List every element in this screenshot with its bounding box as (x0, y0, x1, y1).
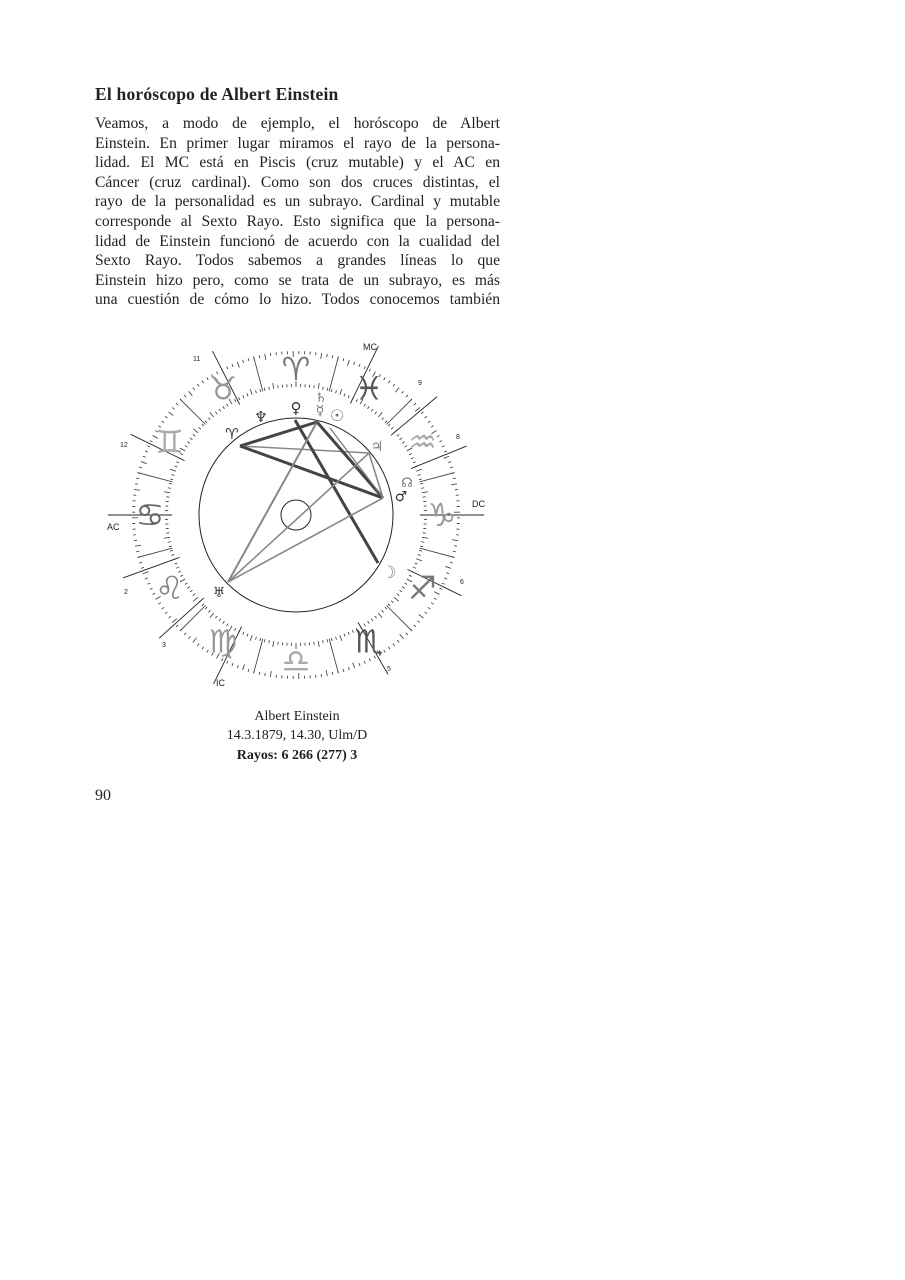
degree-tick (205, 607, 207, 609)
degree-tick (208, 610, 210, 612)
degree-tick (147, 583, 150, 584)
degree-tick (421, 412, 423, 414)
degree-tick (264, 388, 265, 391)
degree-tick (187, 587, 189, 589)
paragraph-line: rayo de la personalidad es un subrayo. Cardinal y mutable (95, 193, 500, 211)
degree-tick (331, 389, 332, 392)
degree-tick (270, 671, 271, 677)
house-8-label: 8 (456, 434, 460, 441)
degree-tick (331, 638, 332, 641)
degree-tick (422, 492, 428, 493)
degree-tick (348, 395, 349, 398)
degree-tick (248, 669, 249, 672)
degree-tick (391, 601, 393, 603)
degree-tick (385, 421, 387, 423)
degree-tick (188, 637, 190, 639)
degree-tick (164, 492, 170, 493)
degree-tick (184, 633, 186, 635)
mc-label: MC (363, 342, 377, 352)
degree-tick (419, 550, 422, 551)
page-number: 90 (95, 787, 111, 804)
zodiac-sign-glyph: ♈ (281, 350, 311, 388)
degree-tick (375, 616, 377, 618)
degree-tick (139, 562, 142, 563)
sign-divider (138, 548, 173, 557)
house-5-label: 5 (387, 666, 391, 673)
paragraph-line: lidad. El MC está en Piscis (cruz mutable) y el AC en (95, 154, 500, 172)
degree-tick (205, 421, 207, 423)
degree-tick (326, 670, 327, 676)
degree-tick (384, 650, 386, 653)
degree-tick (210, 412, 214, 417)
zodiac-ring (108, 346, 484, 684)
degree-tick (184, 395, 186, 397)
degree-tick (318, 383, 319, 389)
degree-tick (450, 562, 453, 563)
mercury-glyph: ☿ (315, 403, 325, 419)
degree-tick (250, 389, 252, 395)
degree-tick (421, 488, 424, 489)
degree-tick (414, 403, 416, 405)
degree-tick (444, 456, 450, 458)
degree-tick (454, 546, 457, 547)
degree-tick (327, 354, 328, 357)
degree-tick (382, 610, 384, 612)
degree-tick (185, 583, 188, 585)
paragraph-line: corresponde al Sexto Rayo. Esto significa que la persona- (95, 212, 500, 230)
degree-tick (388, 647, 390, 649)
degree-tick (219, 619, 221, 621)
degree-tick (336, 637, 337, 640)
degree-tick (199, 427, 201, 429)
degree-tick (393, 644, 395, 646)
caption-name: Albert Einstein (254, 709, 340, 724)
degree-tick (172, 619, 177, 623)
degree-tick (243, 632, 244, 635)
sign-divider (420, 548, 455, 557)
degree-tick (448, 462, 451, 463)
degree-tick (405, 446, 408, 448)
degree-tick (343, 669, 344, 672)
degree-tick (135, 545, 141, 546)
degree-tick (405, 583, 408, 585)
degree-tick (327, 388, 328, 391)
zodiac-sign-glyph: ♐ (408, 569, 437, 607)
degree-tick (340, 635, 342, 641)
degree-tick (172, 407, 174, 409)
degree-tick (147, 446, 150, 447)
degree-tick (400, 438, 402, 440)
degree-tick (415, 563, 418, 564)
degree-tick (354, 362, 355, 365)
degree-tick (208, 418, 210, 420)
degree-tick (442, 446, 445, 447)
degree-tick (169, 412, 174, 416)
degree-tick (344, 634, 345, 637)
degree-tick (269, 387, 270, 390)
degree-tick (170, 469, 176, 471)
degree-tick (256, 390, 257, 393)
degree-tick (340, 389, 342, 395)
degree-tick (168, 542, 171, 543)
sign-divider (180, 399, 205, 424)
degree-tick (197, 644, 199, 646)
degree-tick (273, 641, 274, 647)
sign-divider (420, 473, 455, 482)
degree-tick (259, 355, 260, 358)
degree-tick (371, 409, 373, 411)
degree-tick (265, 673, 266, 676)
degree-tick (169, 546, 172, 547)
degree-tick (416, 559, 422, 561)
house-11-label: 11 (193, 356, 201, 363)
sign-divider (254, 639, 263, 674)
degree-tick (190, 590, 192, 592)
degree-tick (323, 387, 324, 390)
center-circle (281, 500, 311, 530)
degree-tick (143, 456, 146, 457)
degree-tick (378, 412, 382, 417)
degree-tick (442, 583, 445, 584)
degree-tick (175, 563, 178, 564)
degree-tick (413, 462, 416, 463)
house-2-label: 2 (124, 589, 128, 596)
degree-tick (260, 389, 261, 392)
degree-tick (428, 607, 430, 609)
degree-tick (332, 355, 333, 358)
degree-tick (171, 475, 174, 476)
degree-tick (145, 578, 148, 579)
degree-tick (402, 442, 404, 444)
ac-label: AC (107, 522, 120, 532)
degree-tick (382, 418, 384, 420)
degree-tick (348, 632, 349, 635)
degree-tick (418, 555, 421, 556)
degree-tick (336, 390, 337, 393)
degree-tick (414, 625, 416, 627)
degree-tick (425, 416, 427, 418)
degree-tick (323, 640, 324, 643)
degree-tick (171, 555, 174, 556)
degree-tick (402, 587, 404, 589)
degree-tick (400, 634, 404, 639)
degree-tick (378, 613, 382, 618)
degree-tick (450, 467, 453, 468)
zodiac-sign-glyph: ♑ (427, 496, 457, 534)
caption-birth-data: 14.3.1879, 14.30, Ulm/D (226, 728, 368, 743)
degree-tick (193, 434, 195, 436)
degree-tick (243, 664, 245, 670)
degree-tick (327, 639, 328, 642)
degree-tick (420, 483, 423, 484)
paragraph-line: Cáncer (cruz cardinal). Como son dos cruces distintas, el (95, 173, 500, 191)
sign-divider (138, 473, 173, 482)
zodiac-sign-glyph: ♒ (408, 423, 437, 461)
degree-tick (164, 537, 170, 538)
degree-tick (169, 616, 171, 618)
degree-tick (332, 672, 333, 675)
degree-tick (188, 391, 192, 396)
degree-tick (359, 663, 360, 666)
degree-tick (165, 416, 167, 418)
degree-tick (141, 567, 144, 568)
degree-tick (375, 412, 377, 414)
degree-tick (453, 551, 456, 552)
degree-tick (416, 469, 422, 471)
degree-tick (397, 640, 399, 642)
degree-tick (162, 607, 164, 609)
degree-tick (250, 635, 252, 641)
degree-tick (397, 434, 399, 436)
venus-glyph: ♀ (290, 399, 302, 417)
paragraph-line: Einstein. En primer lugar miramos el rayo de la persona- (95, 134, 500, 152)
zodiac-sign-glyph: ♌ (155, 569, 184, 607)
paragraph-line: Sexto Rayo. Todos sabemos a grandes líneas lo que (95, 252, 500, 270)
sun-glyph: ☉ (329, 406, 345, 425)
dc-label: DC (472, 499, 485, 509)
degree-tick (143, 572, 149, 574)
degree-tick (384, 377, 386, 380)
degree-tick (247, 634, 248, 637)
degree-tick (321, 353, 322, 359)
degree-tick (232, 364, 233, 367)
degree-tick (202, 381, 204, 383)
degree-tick (388, 381, 390, 383)
degree-tick (175, 466, 178, 467)
degree-tick (348, 667, 349, 670)
degree-tick (419, 479, 422, 480)
sign-divider (387, 606, 412, 631)
degree-tick (347, 360, 349, 366)
degree-tick (439, 441, 442, 442)
inner-circle (199, 418, 393, 612)
degree-tick (176, 403, 178, 405)
degree-tick (437, 435, 440, 436)
degree-tick (445, 566, 451, 568)
degree-tick (444, 451, 447, 452)
degree-tick (400, 590, 402, 592)
paragraph-line: Einstein hizo pero, como se trata de un subrayo, es más (95, 271, 500, 289)
degree-tick (176, 625, 178, 627)
zodiac-sign-glyph: ♏ (354, 622, 384, 661)
degree-tick (452, 540, 458, 541)
degree-tick (446, 573, 449, 574)
zodiac-sign-glyph: ♋ (135, 496, 165, 534)
degree-tick (385, 607, 387, 609)
degree-tick (136, 478, 139, 479)
degree-tick (444, 578, 447, 579)
degree-tick (193, 429, 198, 433)
degree-tick (168, 488, 171, 489)
paragraph-line: lidad de Einstein funcionó de acuerdo con la cualidad del (95, 232, 500, 250)
degree-tick (419, 614, 424, 618)
degree-tick (150, 588, 153, 589)
mars-glyph: ♂ (394, 489, 408, 505)
degree-tick (141, 462, 147, 464)
degree-tick (193, 597, 198, 601)
degree-tick (193, 594, 195, 596)
degree-tick (227, 661, 228, 664)
degree-tick (421, 542, 424, 543)
degree-tick (364, 661, 365, 664)
degree-tick (202, 647, 204, 649)
degree-tick (202, 604, 204, 606)
degree-tick (239, 397, 240, 400)
degree-tick (352, 630, 353, 633)
degree-tick (264, 639, 265, 642)
degree-tick (170, 550, 173, 551)
degree-tick (406, 633, 408, 635)
zodiac-sign-glyph: ♓ (354, 369, 384, 408)
degree-tick (259, 672, 260, 675)
degree-tick (170, 479, 173, 480)
degree-tick (273, 383, 274, 389)
degree-tick (439, 588, 442, 589)
degree-tick (243, 395, 244, 398)
sign-divider (329, 357, 338, 392)
jupiter-glyph: ♃ (370, 439, 384, 455)
degree-tick (371, 619, 373, 621)
degree-tick (210, 613, 214, 618)
degree-tick (256, 637, 257, 640)
zodiac-sign-glyph: ♉ (208, 369, 238, 408)
degree-tick (219, 409, 221, 411)
paragraph-line: Veamos, a modo de ejemplo, el horóscopo de Albert (95, 115, 500, 132)
degree-tick (418, 475, 421, 476)
degree-tick (232, 663, 233, 666)
ic-label: IC (216, 678, 225, 688)
degree-tick (415, 407, 420, 411)
degree-tick (422, 537, 428, 538)
sign-divider (180, 606, 205, 631)
degree-tick (395, 388, 399, 393)
house-6-label: 6 (460, 579, 464, 586)
degree-tick (353, 663, 355, 669)
degree-tick (406, 395, 408, 397)
uranus-glyph: ♅ (212, 585, 226, 601)
aspect-lines (228, 420, 383, 582)
degree-tick (215, 616, 217, 618)
degree-tick (394, 597, 399, 601)
caption-rays: Rayos: 6 266 (277) 3 (236, 748, 358, 763)
degree-tick (344, 394, 345, 397)
degree-tick (193, 388, 195, 390)
degree-tick (237, 665, 238, 668)
zodiac-sign-glyph: ♎ (281, 642, 311, 680)
node-glyph: ☊ (401, 476, 413, 491)
degree-tick (388, 424, 390, 426)
degree-tick (451, 484, 457, 485)
degree-tick (136, 551, 139, 552)
node-a-glyph: ♈ (225, 425, 239, 443)
degree-tick (135, 484, 138, 485)
degree-tick (185, 446, 188, 448)
degree-tick (134, 489, 140, 490)
sign-divider (254, 357, 263, 392)
degree-tick (247, 394, 248, 397)
sign-divider (329, 639, 338, 674)
zodiac-sign-glyph: ♍ (208, 622, 238, 661)
degree-tick (393, 384, 395, 386)
degree-tick (243, 360, 244, 363)
degree-tick (397, 594, 399, 596)
house-9-label: 9 (418, 380, 422, 387)
degree-tick (193, 638, 197, 643)
degree-tick (197, 384, 199, 386)
degree-tick (425, 612, 427, 614)
degree-tick (165, 612, 167, 614)
degree-tick (190, 438, 192, 440)
moon-glyph: ☽ (381, 563, 397, 583)
degree-tick (343, 358, 344, 361)
house-12-label: 12 (120, 442, 128, 449)
degree-tick (202, 424, 204, 426)
degree-tick (418, 621, 420, 623)
degree-tick (388, 604, 390, 606)
degree-tick (248, 358, 249, 361)
degree-tick (145, 451, 148, 452)
degree-tick (453, 478, 456, 479)
house-3-label: 3 (162, 642, 166, 649)
degree-tick (237, 362, 239, 368)
neptune-glyph: ♆ (254, 408, 268, 426)
degree-tick (150, 441, 153, 442)
degree-tick (187, 442, 189, 444)
degree-tick (402, 391, 404, 393)
degree-tick (169, 483, 172, 484)
saturn-glyph: ♄ (315, 391, 327, 406)
degree-tick (391, 427, 393, 429)
zodiac-sign-glyph: ♊ (155, 423, 184, 461)
degree-tick (176, 462, 179, 463)
degree-tick (265, 354, 266, 360)
section-heading: El horóscopo de Albert Einstein (95, 84, 339, 104)
degree-tick (139, 467, 142, 468)
degree-tick (260, 638, 261, 641)
degree-tick (359, 364, 360, 367)
degree-tick (215, 412, 217, 414)
degree-tick (318, 641, 319, 647)
degree-tick (420, 546, 423, 547)
degree-tick (269, 640, 270, 643)
paragraph-line: una cuestión de cómo lo hizo. Todos conocemos también (95, 291, 500, 309)
